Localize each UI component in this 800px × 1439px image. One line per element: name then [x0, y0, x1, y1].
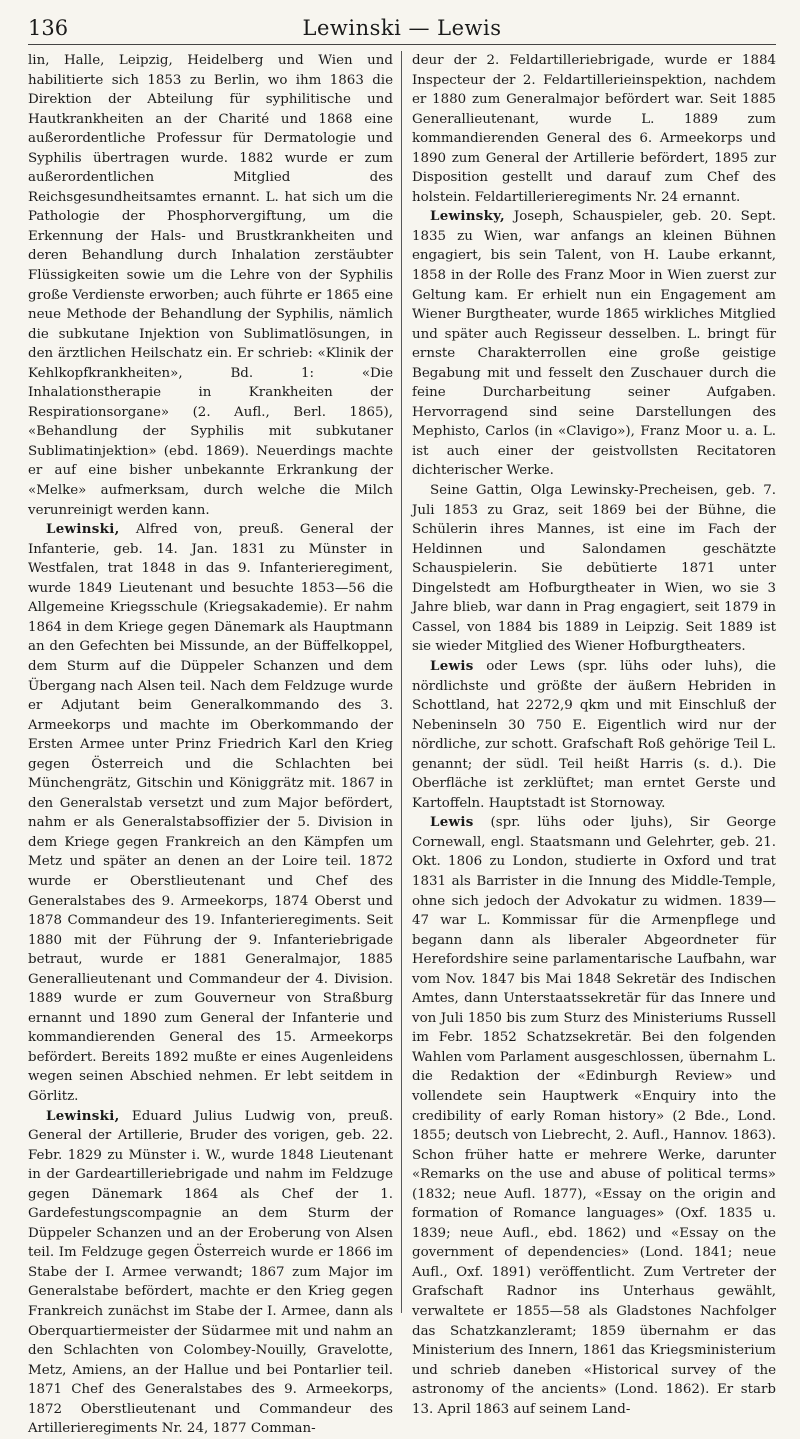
page-header — [28, 14, 776, 45]
entry-headword: Lewis — [430, 657, 474, 674]
paragraph-text: deur der 2. Feldartilleriebrigade, wurde er 1884 Inspecteur der 2. Feldartillerieinspektion, nachdem er 1880 zum Generalmajor befördert war. Seit 1885 Generallieutenant, wurde L. 1889 zum kommandierenden General des 6. Armeekorps und 1890 zum General der Artillerie befördert, 1895 zur Disposition gestellt und darauf zum Chef des holstein. Feldartillerieregiments Nr. 24 ernannt. — [412, 53, 776, 205]
entry-headword: Lewinski, — [46, 521, 120, 538]
entry-headword: Lewis — [430, 814, 474, 831]
entry-text: Alfred von, preuß. General der Infanterie, geb. 14. Jan. 1831 zu Münster in Westfalen, trat 1848 in das 9. Infanterieregiment, wurde 1849 Lieutenant und besuchte 1853—56 die Allgemeine Kriegsschule (Kriegsakademie). Er nahm 1864 in dem Kriege gegen Dänemark als Hauptmann an den Gefechten bei Missunde, an der Büffelkoppel, dem Sturm auf die Düppeler Schanzen und dem Übergang nach Alsen teil. Nach dem Feldzuge wurde er Adjutant beim Generalkommando des 3. Armeekorps und machte im Oberkommando der Ersten Armee unter Prinz Friedrich Karl den Krieg gegen Österreich und die Schlachten bei Münchengrätz, Gitschin und Königgrätz mit. 1867 in den Generalstab versetzt und zum Major befördert, nahm er als Generalstabsoffizier der 5. Division in dem Kriege gegen Frankreich an den Kämpfen um Metz und später an denen an der Loire teil. 1872 wurde er Oberstlieutenant und Chef des Generalstabes des 9. Armeekorps, 1874 Oberst und 1878 Commandeur des 19. Infanterieregiments. Seit 1880 mit der Führung der 9. Infanteriebrigade betraut, wurde er 1881 Generalmajor, 1885 Generallieutenant und Commandeur der 4. Division. 1889 wurde er zum Gouverneur von Straßburg ernannt und 1890 zum General der Infanterie und kommandierenden General des 15. Armeekorps befördert. Bereits 1892 mußte er eines Augenleidens wegen seinen Abschied nehmen. Er lebt seitdem in Görlitz. — [28, 522, 393, 1104]
entry-lewinski-alfred — [28, 520, 393, 1106]
page-number: 136 — [28, 16, 69, 40]
entry-text: oder Lews (spr. lühs oder luhs), die nördlichste und größte der äußern Hebriden in Schottland, hat 2272,9 qkm und mit Einschluß der Nebeninseln 30 750 E. Eigentlich wird nur der nördliche, zur schott. Grafschaft Roß gehörige Teil L. genannt; der südl. Teil heißt Harris (s. d.). Die Oberfläche ist zerklüftet; man erntet Gerste und Kartoffeln. Hauptstadt ist Stornoway. — [412, 658, 776, 811]
text-columns — [28, 51, 776, 1437]
right-column — [402, 51, 776, 1417]
paragraph-olga-lewinsky — [412, 481, 776, 657]
paragraph-text: lin, Halle, Leipzig, Heidelberg und Wien und habilitierte sich 1853 zu Berlin, wo ihm 1863 die Direktion der Abteilung für syphilitische und Hautkrankheiten an der Charité und 1868 eine außerordentliche Professur für Dermatologie und Syphilis übertragen wurde. 1882 wurde er zum außerordentlichen Mitglied des Reichsgesundheitsamtes ernannt. L. hat sich um die Pathologie der Phosphorvergiftung, um die Erkennung der Hals- und Brustkrankheiten und deren Behandlung durch Inhalation zerstäubter Flüssigkeiten sowie um die Lehre von der Syphilis große Verdienste erworben; auch führte er 1865 eine neue Methode der Behandlung der Syphilis, nämlich die subkutane Injektion von Sublimatlösungen, in den ärztlichen Heilschatz ein. Er schrieb: «Klinik der Kehlkopfkrankheiten», Bd. 1: «Die Inhalationstherapie in Krankheiten der Respirationsorgane» (2. Aufl., Berl. 1865), «Behandlung der Syphilis mit subkutaner Sublimatinjektion» (ebd. 1869). Neuerdings machte er auf eine bisher unbekannte Erkrankung der «Melke» aufmerksam, durch welche die Milch verunreinigt werden kann. — [28, 53, 393, 518]
running-title: Lewinski — Lewis — [302, 16, 502, 40]
paragraph-text: Seine Gattin, Olga Lewinsky-Precheisen, geb. 7. Juli 1853 zu Graz, seit 1869 bei der Bühne, die Schülerin ihres Mannes, ist eine im Fach der Heldinnen und Salondamen geschätzte Schauspielerin. Sie debütierte 1871 unter Dingelstedt am Hofburgtheater in Wien, wo sie 3 Jahre blieb, war dann in Prag engagiert, seit 1879 in Cassel, von 1884 bis 1889 in Leipzig. Seit 1889 ist sie wieder Mitglied des Wiener Hofburgtheaters. — [412, 483, 776, 655]
entry-text: Joseph, Schauspieler, geb. 20. Sept. 1835 zu Wien, war anfangs an kleinen Bühnen engagiert, bis sein Talent, von H. Laube erkannt, 1858 in der Rolle des Franz Moor in Wien zuerst zur Geltung kam. Er erhielt nun ein Engagement am Wiener Burgtheater, wurde 1865 wirkliches Mitglied und später auch Regisseur desselben. L. bringt für ernste Charakterrollen eine große geistige Begabung mit und fesselt den Zuschauer durch die feine Durcharbeitung seiner Aufgaben. Hervorragend sind seine Darstellungen des Mephisto, Carlos (in «Clavigo»), Franz Moor u. a. L. ist auch einer der geistvollsten Recitatoren dichterischer Werke. — [412, 209, 776, 479]
paragraph-continuation — [412, 51, 776, 207]
paragraph-continuation — [28, 51, 393, 520]
entry-lewinski-eduard — [28, 1107, 393, 1439]
entry-headword: Lewinsky, — [430, 208, 505, 225]
entry-lewis-george — [412, 813, 776, 1419]
left-column — [28, 51, 402, 1437]
entry-lewinsky-joseph — [412, 207, 776, 481]
entry-text: (spr. lühs oder ljuhs), Sir George Cornewall, engl. Staatsmann und Gelehrter, geb. 21. Okt. 1806 zu London, studierte in Oxford und trat 1831 als Barrister in die Innung des Middle-Temple, ohne sich jedoch der Advokatur zu widmen. 1839—47 war L. Kommissar für die Armenpflege und begann dann als liberaler Abgeordneter für Herefordshire seine parlamentarische Laufbahn, war vom Nov. 1847 bis Mai 1848 Sekretär des Indischen Amtes, dann Unterstaatssekretär für das Innere und von Juli 1850 bis zum Sturz des Ministeriums Russell im Febr. 1852 Schatzsekretär. Bei den folgenden Wahlen vom Parlament ausgeschlossen, übernahm L. die Redaktion der «Edinburgh Review» und vollendete sein Hauptwerk «Enquiry into the credibility of early Roman history» (2 Bde., Lond. 1855; deutsch von Liebrecht, 2. Aufl., Hannov. 1863). Schon früher hatte er mehrere Werke, darunter «Remarks on the use and abuse of political terms» (1832; neue Aufl. 1877), «Essay on the origin and formation of Romance languages» (Oxf. 1835 u. 1839; neue Aufl., ebd. 1862) und «Essay on the government of dependencies» (Lond. 1841; neue Aufl., Oxf. 1891) veröffentlicht. Zum Vertreter der Grafschaft Radnor ins Unterhaus gewählt, verwaltete er 1855—58 als Gladstones Nachfolger das Schatzkanzleramt; 1859 übernahm er das Ministerium des Innern, 1861 das Kriegsministerium und schrieb daneben «Historical survey of the astronomy of the ancients» (Lond. 1862). Er starb 13. April 1863 auf seinem Land- — [412, 815, 776, 1417]
entry-text: Eduard Julius Ludwig von, preuß. General der Artillerie, Bruder des vorigen, geb. 22. Febr. 1829 zu Münster i. W., wurde 1848 Lieutenant in der Gardeartilleriebrigade und nahm im Feldzuge gegen Dänemark 1864 als Chef der 1. Gardefestungscompagnie an dem Sturm der Düppeler Schanzen und an der Eroberung von Alsen teil. Im Feldzuge gegen Österreich wurde er 1866 im Stabe der I. Armee verwandt; 1867 zum Major im Generalstabe befördert, machte er den Krieg gegen Frankreich zunächst im Stabe der I. Armee, dann als Oberquartiermeister der Südarmee mit und nahm an den Schlachten von Colombey-Nouilly, Gravelotte, Metz, Amiens, an der Hallue und bei Pontarlier teil. 1871 Chef des Generalstabes des 9. Armeekorps, 1872 Oberstlieutenant und Commandeur des Artillerieregiments Nr. 24, 1877 Comman- — [28, 1108, 393, 1437]
entry-lewis-island — [412, 657, 776, 813]
entry-headword: Lewinski, — [46, 1107, 120, 1124]
